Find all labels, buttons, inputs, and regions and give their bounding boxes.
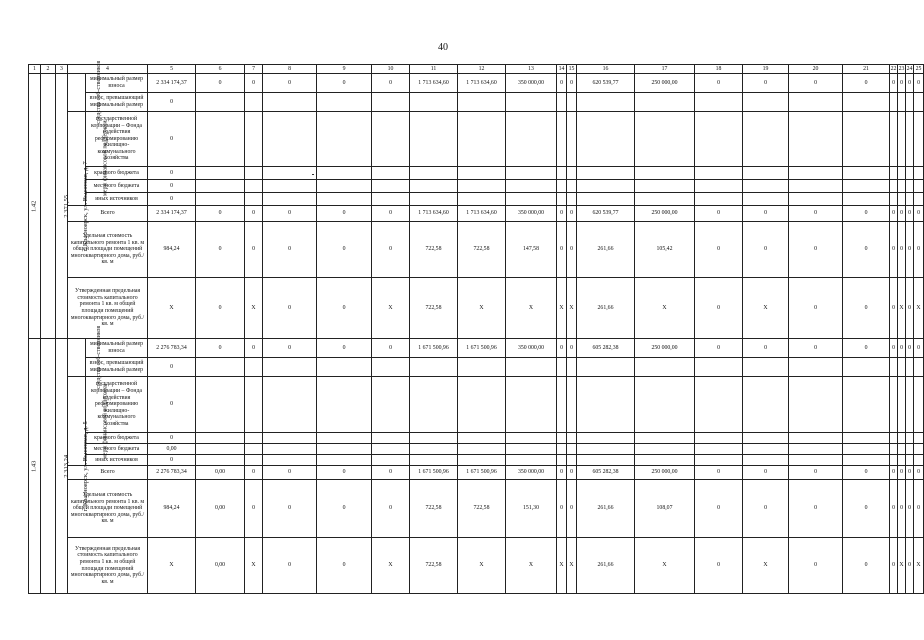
value-cell: X [914,538,924,594]
value-cell: 0 [372,466,410,480]
block-index-cell [29,339,41,594]
header-cell: 21 [843,65,890,74]
value-cell: X [372,278,410,339]
value-cell: 2 334 174,37 [148,74,196,93]
value-cell: 0 [743,339,789,358]
value-cell: 0 [743,206,789,222]
row-regional [29,433,924,444]
value-cell: 0 [914,466,924,480]
header-cell: 25 [914,65,924,74]
header-cell: 6 [196,65,245,74]
value-cell: 0 [843,538,890,594]
label-unit-cost: Удельная стоимость капитального ремонта 1 кв. м общей площади помещений многоквартирного дома, руб./кв. м [68,222,148,278]
value-cell: 0 [567,206,577,222]
value-cell: 0 [906,339,914,358]
header-cell: 22 [890,65,897,72]
header-cell: 16 [577,65,635,74]
value-cell: 0 [890,278,898,339]
row-regional [29,167,924,180]
value-cell: 0,00 [196,466,245,480]
value-cell: 0 [906,74,914,93]
value-cell: 0 [843,222,890,278]
header-cell: 10 [372,65,410,74]
value-cell: 722,58 [410,538,458,594]
value-cell: 722,58 [458,222,506,278]
value-cell: 250 000,00 [635,74,695,93]
value-cell: 722,58 [410,222,458,278]
row-state-corp [29,112,924,167]
value-cell: 0 [148,112,196,167]
value-cell: 0 [196,206,245,222]
value-cell: 0 [196,74,245,93]
value-cell: 0 [789,538,843,594]
value-cell: 0 [557,222,567,278]
block-area: 2 313,24 [63,454,71,478]
row-excess-fee [29,358,924,377]
row-local [29,180,924,193]
value-cell: 0 [898,222,906,278]
label-local: местного бюджета [86,180,148,193]
value-cell: 0 [695,222,743,278]
value-cell: 722,58 [410,480,458,538]
value-cell: X [245,538,263,594]
value-cell: 1 671 500,96 [458,339,506,358]
header-cell: 3 [56,65,68,74]
value-cell: 0 [317,222,372,278]
value-cell: 0 [245,480,263,538]
label-local: местного бюджета [86,444,148,455]
value-cell: 0 [372,206,410,222]
value-cell: 0 [245,206,263,222]
capital-repair-table [28,60,924,594]
value-cell: 605 282,38 [577,339,635,358]
value-cell: 0 [898,206,906,222]
value-cell: X [557,538,567,594]
value-cell: 0 [148,377,196,433]
value-cell: 0 [695,466,743,480]
value-cell: 105,42 [635,222,695,278]
value-cell: 350 000,00 [506,206,557,222]
value-cell: 350 000,00 [506,339,557,358]
label-min-fee: минимальный размер взноса [86,74,148,93]
value-cell: 0 [914,222,924,278]
header-cell: 11 [410,65,458,74]
value-cell: X [914,278,924,339]
group-support-label: меры финансовой поддержки [102,120,109,197]
value-cell: 0 [148,193,196,206]
value-cell: 722,58 [410,278,458,339]
label-state-corp: государственной корпорации – Фонда содействия реформированию жилищно-коммунального хозяйства [86,377,148,433]
value-cell: 0 [317,538,372,594]
value-cell: 0 [890,222,898,278]
value-cell: 0 [906,206,914,222]
value-cell: 0 [906,538,914,594]
label-total: Всего [68,206,148,222]
value-cell: 0 [898,74,906,93]
value-cell: X [567,538,577,594]
block-area: 2 371,55 [63,194,71,218]
value-cell: 1 713 634,60 [410,206,458,222]
value-cell: 1 713 634,60 [410,74,458,93]
value-cell: 0 [743,74,789,93]
block-address: г. Красноярск, ул. Высотная, д. 5 [81,420,89,512]
row-min-fee [29,74,924,93]
header-cell: 14 [557,65,567,74]
value-cell: 0 [890,466,898,480]
value-cell: 0 [148,180,196,193]
value-cell: 261,66 [577,480,635,538]
value-cell: 0 [695,278,743,339]
value-cell: 0 [914,480,924,538]
value-cell: X [148,538,196,594]
value-cell: 0 [557,339,567,358]
value-cell: 0 [317,278,372,339]
header-cell: 12 [458,65,506,74]
value-cell: 0 [914,206,924,222]
value-cell: 0 [196,278,245,339]
value-cell: 0 [557,466,567,480]
value-cell: 261,66 [577,278,635,339]
area-cell [56,339,71,594]
value-cell: 1 671 500,96 [410,339,458,358]
value-cell: 0 [263,466,317,480]
value-cell: 0,00 [196,538,245,594]
value-cell: 0 [789,74,843,93]
value-cell: X [635,538,695,594]
value-cell: 0 [196,222,245,278]
value-cell: 0 [898,339,906,358]
label-other: иных источников [86,455,148,466]
header-cell: 18 [695,65,743,74]
group-own-funds [68,60,103,125]
label-unit-cost: Удельная стоимость капитального ремонта 1 кв. м общей площади помещений многоквартирного дома, руб./кв. м [68,480,148,538]
value-cell: 0 [557,74,567,93]
header-cell: 9 [317,65,372,74]
value-cell: 0 [567,466,577,480]
row-state-corp [29,377,924,433]
value-cell: 0 [317,206,372,222]
row-limit-cost [29,538,924,594]
value-cell: 147,58 [506,222,557,278]
value-cell: 620 539,77 [577,206,635,222]
block-index: 1.43 [30,460,38,472]
value-cell: 0 [789,278,843,339]
value-cell: X [743,278,789,339]
label-excess-fee: взнос, превышающий минимальный размер [86,93,148,112]
row-other [29,455,924,466]
value-cell: 0 [263,222,317,278]
value-cell: 0 [695,74,743,93]
label-min-fee: минимальный размер взноса [86,339,148,358]
value-cell: X [898,278,906,339]
value-cell: 0 [695,206,743,222]
header-cell: 7 [245,65,263,74]
value-cell: 0 [695,480,743,538]
group-own-funds [68,325,103,390]
value-cell: 0 [843,74,890,93]
row-unit-cost [29,222,924,278]
value-cell: 0 [906,222,914,278]
value-cell: X [458,278,506,339]
value-cell: 0 [372,74,410,93]
header-cell: 4 [68,65,148,74]
value-cell: X [898,538,906,594]
header-cell: 8 [263,65,317,74]
header-cell: 5 [148,65,196,74]
value-cell: 0 [567,74,577,93]
value-cell: X [458,538,506,594]
value-cell: 0 [317,466,372,480]
value-cell: X [557,278,567,339]
header-cell: 23 [898,65,905,72]
value-cell: 0 [263,206,317,222]
value-cell: 261,66 [577,538,635,594]
value-cell: 0 [743,466,789,480]
value-cell: 0 [245,222,263,278]
value-cell: X [506,538,557,594]
row-other [29,193,924,206]
value-cell: X [245,278,263,339]
value-cell: 0 [789,466,843,480]
row-local [29,444,924,455]
value-cell: 0 [148,433,196,444]
value-cell: 0 [695,538,743,594]
value-cell: 2 276 783,34 [148,339,196,358]
group-own-funds-label: средства соб-ственников [96,60,103,125]
value-cell: 0 [263,339,317,358]
value-cell: X [372,538,410,594]
value-cell: 0 [843,206,890,222]
value-cell: 0 [890,74,898,93]
value-cell: X [148,278,196,339]
value-cell: 0 [317,339,372,358]
value-cell: 0 [567,480,577,538]
value-cell: 350 000,00 [506,466,557,480]
header-row [29,65,924,74]
value-cell: 0 [906,278,914,339]
value-cell: 261,66 [577,222,635,278]
group-support-label: меры финансовой поддержки [102,383,109,459]
value-cell: 0 [263,538,317,594]
value-cell: 0 [890,339,898,358]
value-cell: 0 [743,480,789,538]
value-cell: 108,07 [635,480,695,538]
value-cell: 0 [196,339,245,358]
value-cell: 151,30 [506,480,557,538]
area-cell [56,74,71,339]
label-state-corp: государственной корпорации – Фонда содействия реформированию жилищно-коммунального хозяйства [86,112,148,167]
value-cell: 0 [317,74,372,93]
value-cell: 0 [245,466,263,480]
row-total [29,466,924,480]
value-cell: 0 [789,480,843,538]
row-min-fee [29,339,924,358]
value-cell: 0 [898,480,906,538]
value-cell: 0 [148,358,196,377]
value-cell: 0 [906,466,914,480]
value-cell: 2 276 783,34 [148,466,196,480]
value-cell: 1 671 500,96 [410,466,458,480]
value-cell: 0 [372,339,410,358]
value-cell: 250 000,00 [635,206,695,222]
block-index-cell [29,74,41,339]
row-unit-cost [29,480,924,538]
value-cell: 0 [743,222,789,278]
value-cell: X [635,278,695,339]
value-cell: 0 [843,480,890,538]
value-cell: 984,24 [148,222,196,278]
value-cell: 0 [148,93,196,112]
value-cell: 0 [789,206,843,222]
value-cell: 250 000,00 [635,339,695,358]
value-cell: 605 282,38 [577,466,635,480]
value-cell: 250 000,00 [635,466,695,480]
value-cell: 0 [263,74,317,93]
row-limit-cost [29,278,924,339]
value-cell: 0 [263,278,317,339]
value-cell: 0 [245,339,263,358]
value-cell: 0 [843,466,890,480]
value-cell: 0 [695,339,743,358]
value-cell: 0 [914,74,924,93]
value-cell: 0 [843,339,890,358]
header-cell: 15 [567,65,577,74]
label-regional: краевого бюджета [86,167,148,180]
value-cell: 1 671 500,96 [458,466,506,480]
row-excess-fee [29,93,924,112]
label-other: иных источников [86,193,148,206]
label-excess-fee: взнос, превышающий минимальный размер [86,358,148,377]
group-own-funds-label: средства соб-ственников [96,325,103,390]
header-cell: 20 [789,65,843,74]
value-cell: 1 713 634,60 [458,74,506,93]
value-cell: 0 [843,278,890,339]
value-cell: 2 334 174,37 [148,206,196,222]
value-cell: 0 [567,222,577,278]
block-index: 1.42 [30,200,38,212]
row-total [29,206,924,222]
value-cell: 0 [890,480,898,538]
header-cell: 17 [635,65,695,74]
value-cell: 0 [317,480,372,538]
value-cell: 1 713 634,60 [458,206,506,222]
value-cell: X [743,538,789,594]
header-cell: 2 [41,65,56,74]
value-cell: 0 [557,206,567,222]
value-cell: 0 [372,222,410,278]
value-cell: 0 [890,206,898,222]
header-cell: 1 [29,65,41,74]
value-cell: 0 [890,538,898,594]
value-cell: 984,24 [148,480,196,538]
value-cell: 0 [372,480,410,538]
value-cell: 0,00 [148,444,196,455]
label-limit-cost: Утвержденная предельная стоимость капитального ремонта 1 кв. м общей площади помещений многоквартирного дома, руб./кв. м [68,278,148,339]
label-regional: краевого бюджета [86,433,148,444]
label-limit-cost: Утвержденная предельная стоимость капитального ремонта 1 кв. м общей площади помещений многоквартирного дома, руб./кв. м [68,538,148,594]
value-cell: 0 [898,466,906,480]
value-cell: 350 000,00 [506,74,557,93]
value-cell: 0 [789,339,843,358]
value-cell: 0 [789,222,843,278]
value-cell: X [506,278,557,339]
value-cell: 0 [567,339,577,358]
value-cell: 0 [245,74,263,93]
value-cell: 0 [263,480,317,538]
value-cell: 0,00 [196,480,245,538]
value-cell: 0 [906,480,914,538]
header-cell: 13 [506,65,557,74]
value-cell: 0 [557,480,567,538]
value-cell: 722,58 [458,480,506,538]
value-cell: 0 [914,339,924,358]
block-address: г. Красноярск, ул. Высотная, д. 7 [81,160,89,252]
label-total: Всего [68,466,148,480]
value-cell: 0 [148,167,196,180]
value-cell: X [567,278,577,339]
value-cell: 0 [148,455,196,466]
value-cell: 620 539,77 [577,74,635,93]
header-cell: 19 [743,65,789,74]
header-cell: 24 [906,65,913,72]
page-number: 40 [438,42,448,53]
